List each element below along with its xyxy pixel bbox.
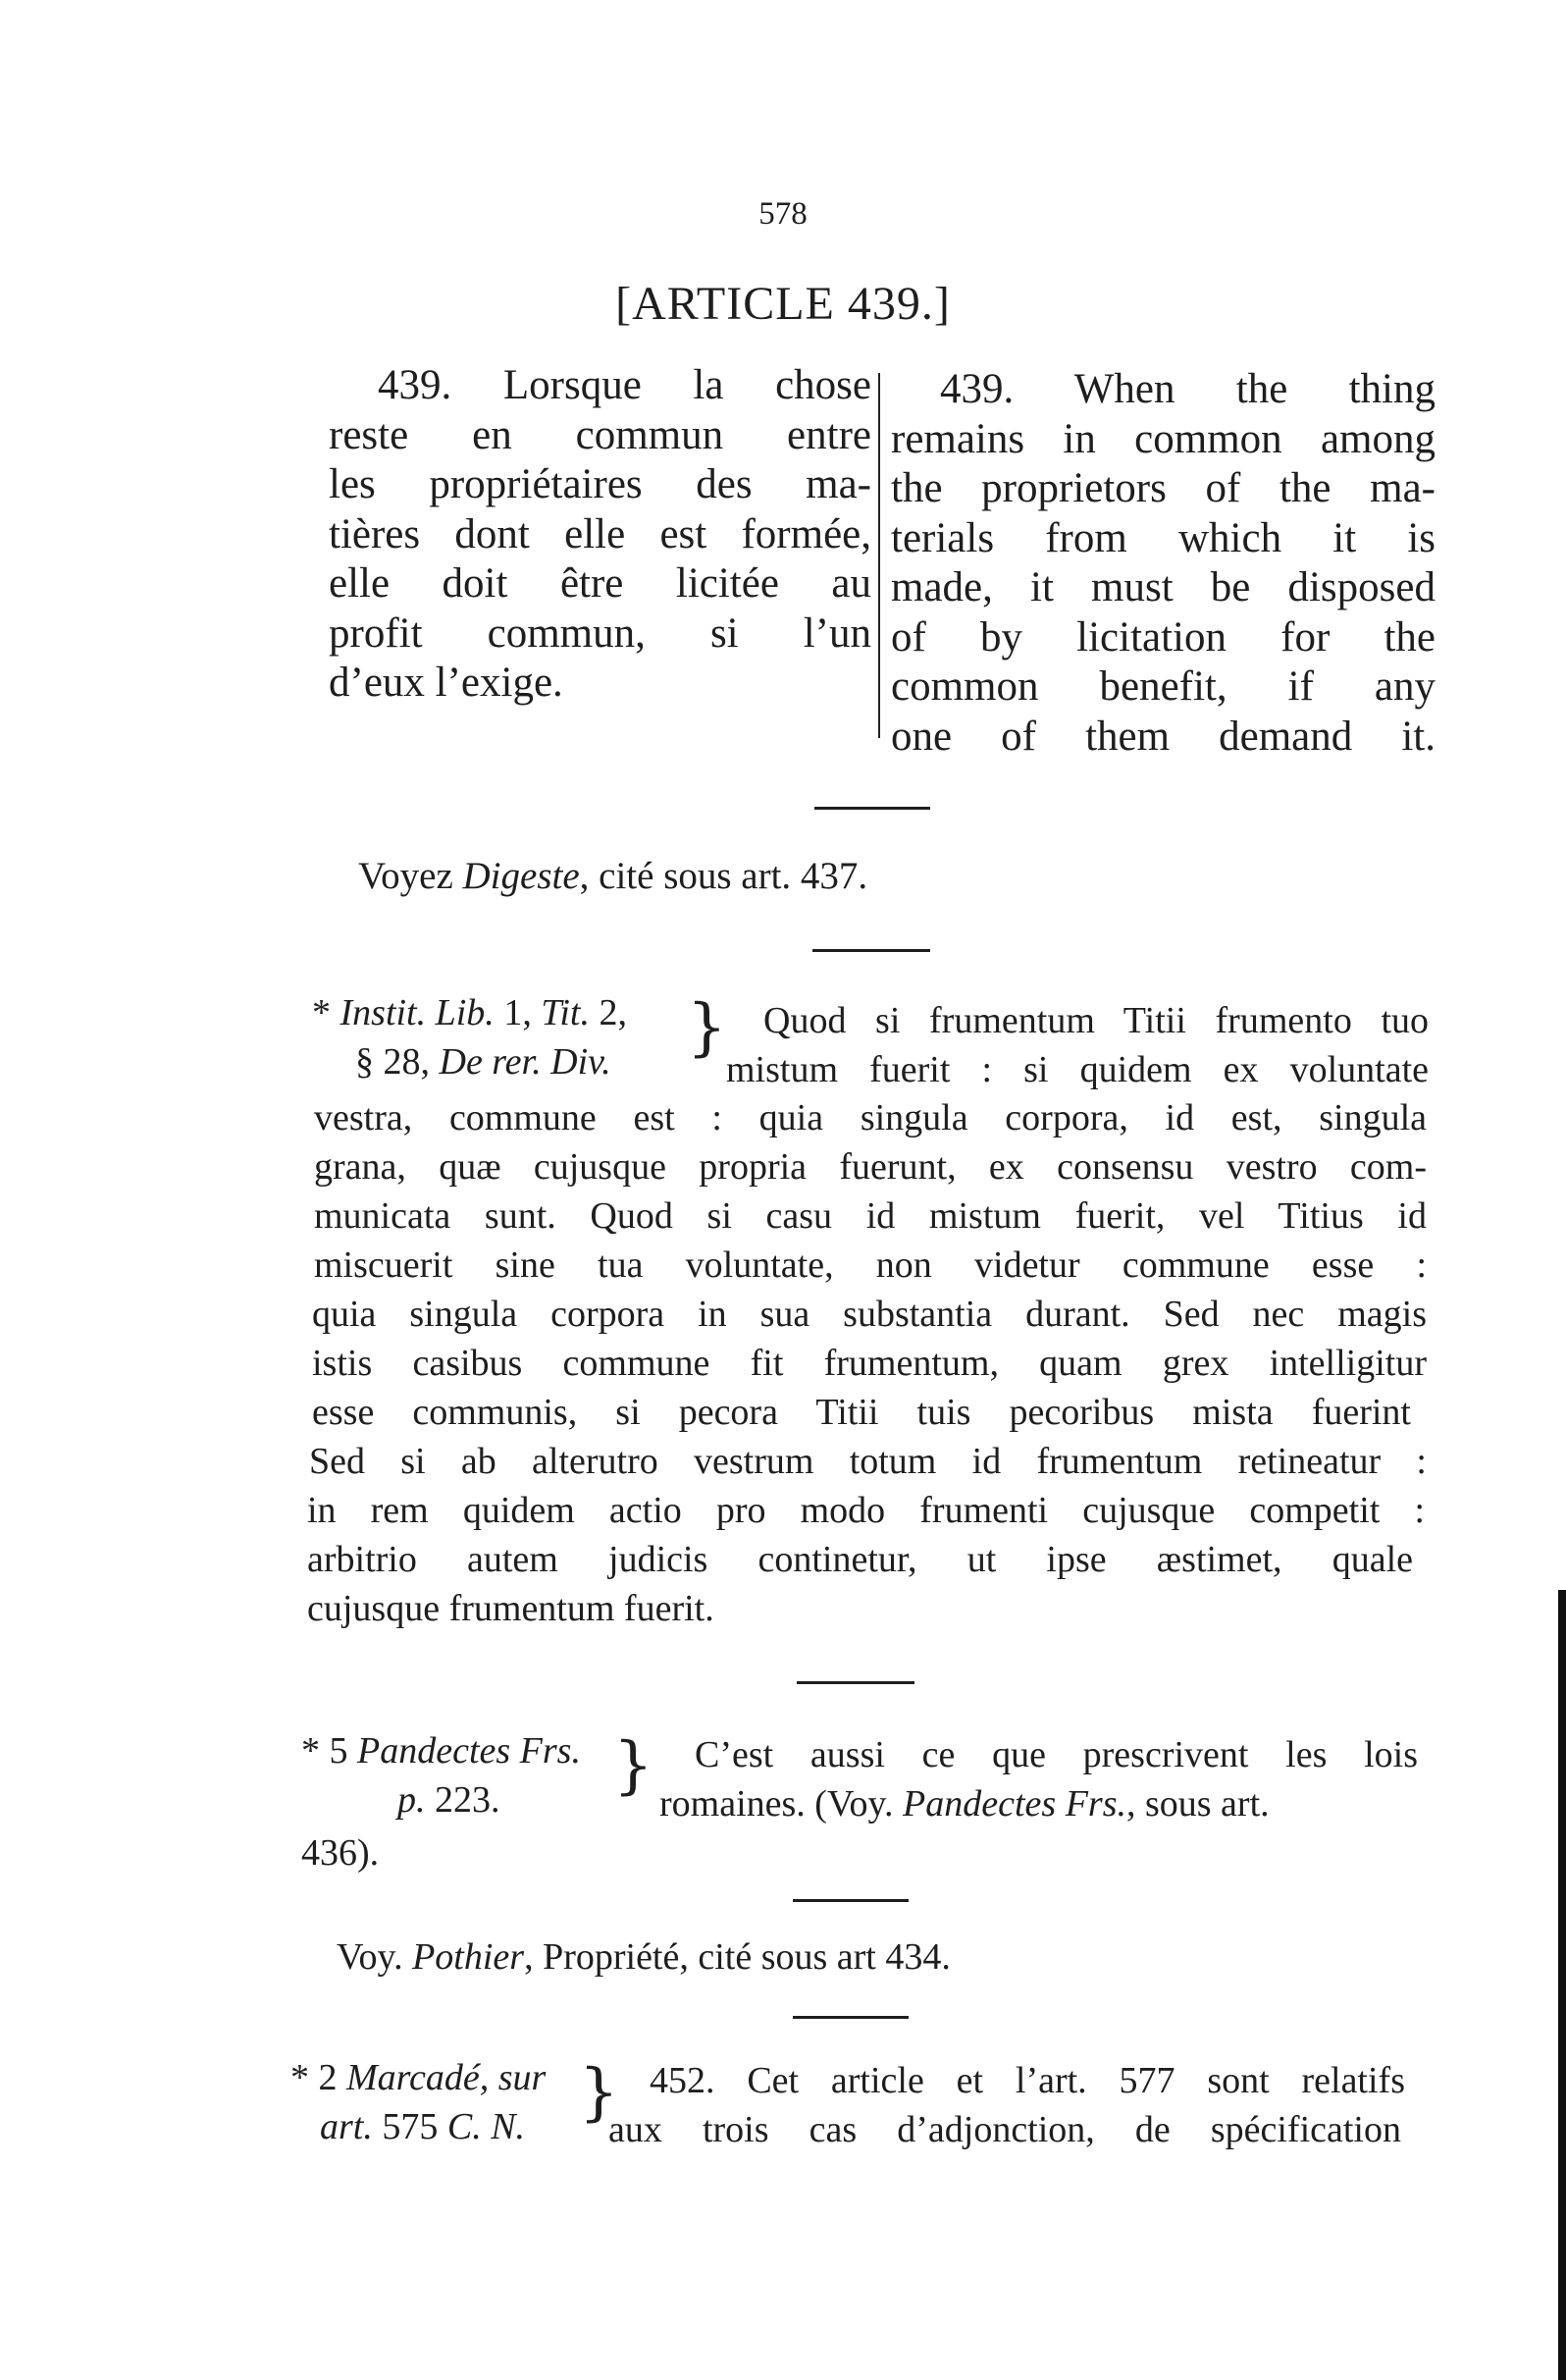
french-line: tières dont elle est formée,	[329, 510, 871, 557]
pandectes-text-line: 436).	[301, 1832, 380, 1874]
section-rule	[797, 1681, 914, 1684]
french-line: profit commun, si l’un	[329, 609, 871, 657]
marcade-ref-line1: * 2 Marcadé, sur	[290, 2057, 547, 2098]
french-line: 439. Lorsque la chose	[378, 362, 871, 408]
english-line: common benefit, if any	[891, 663, 1436, 710]
institutes-text-line: quia singula corpora in sua substantia durant. Sed nec magis	[312, 1294, 1427, 1335]
brace-icon: }	[579, 2056, 619, 2129]
pandectes-ref-line1: * 5 Pandectes Frs.	[301, 1730, 581, 1772]
institutes-text-line: istis casibus commune fit frumentum, quam grex intelligitur	[312, 1343, 1427, 1384]
marcade-text-line: aux trois cas d’adjonction, de spécification	[608, 2109, 1401, 2150]
brace-icon: }	[687, 991, 727, 1064]
page-edge-shadow	[1558, 1590, 1566, 2380]
page-number: 578	[758, 196, 808, 232]
french-article-text	[329, 361, 871, 709]
french-line: reste en commun entre	[329, 411, 871, 458]
institutes-text-line: arbitrio autem judicis continetur, ut ipse æstimet, quale	[307, 1539, 1413, 1580]
english-line: the proprietors of the ma-	[891, 465, 1436, 511]
english-line: one of them demand it.	[891, 713, 1436, 760]
institutes-text-line: miscuerit sine tua voluntate, non videtur commune esse :	[314, 1244, 1427, 1286]
institutes-text-line: Quod si frumentum Titii frumento tuo	[763, 1000, 1429, 1041]
pandectes-ref-line2: p. 223.	[397, 1779, 500, 1821]
article-heading: [ARTICLE 439.]	[615, 278, 951, 330]
english-line: terials from which it is	[891, 514, 1436, 561]
french-line: d’eux l’exige.	[329, 660, 563, 706]
institutes-text-line: vestra, commune est : quia singula corpora, id est, singula	[314, 1097, 1427, 1138]
section-rule	[793, 2016, 909, 2019]
pandectes-text-line: C’est aussi ce que prescrivent les lois	[695, 1734, 1418, 1775]
pothier-reference: Voy. Pothier, Propriété, cité sous art 434.	[337, 1936, 951, 1978]
section-rule	[812, 949, 930, 952]
english-line: made, it must be disposed	[891, 564, 1436, 610]
institutes-text-line: grana, quæ cujusque propria fuerunt, ex consensu vestro com-	[314, 1146, 1427, 1188]
english-line: of by licitation for the	[891, 613, 1436, 661]
marcade-text-line: 452. Cet article et l’art. 577 sont relatifs	[650, 2060, 1405, 2101]
institutes-text-line: mistum fuerit : si quidem ex voluntate	[726, 1049, 1429, 1090]
institutes-text-line: Sed si ab alterutro vestrum totum id frumentum retineatur :	[309, 1441, 1427, 1482]
marcade-ref-line2: art. 575 C. N.	[320, 2106, 526, 2147]
institutes-text-line: esse communis, si pecora Titii tuis pecoribus mista fuerint	[312, 1392, 1411, 1433]
french-line: les propriétaires des ma-	[329, 461, 871, 507]
section-rule	[793, 1899, 909, 1902]
institutes-text-line: municata sunt. Quod si casu id mistum fuerit, vel Titius id	[314, 1195, 1427, 1237]
english-line: 439. When the thing	[940, 366, 1436, 412]
institutes-ref-line1: * Instit. Lib. 1, Tit. 2,	[312, 992, 627, 1033]
institutes-text-line: cujusque frumentum fuerit.	[307, 1588, 714, 1629]
digeste-reference: Voyez Digeste, cité sous art. 437.	[358, 855, 868, 897]
institutes-text-line: in rem quidem actio pro modo frumenti cujusque competit :	[307, 1490, 1425, 1531]
english-line: remains in common among	[891, 415, 1436, 462]
english-article-text	[891, 365, 1436, 762]
french-line: elle doit être licitée au	[329, 560, 871, 607]
section-rule	[814, 807, 930, 810]
column-divider	[878, 373, 880, 738]
brace-icon: }	[613, 1729, 653, 1802]
institutes-ref-line2: § 28, De rer. Div.	[355, 1041, 611, 1083]
pandectes-text-line: romaines. (Voy. Pandectes Frs., sous art.	[659, 1783, 1270, 1825]
